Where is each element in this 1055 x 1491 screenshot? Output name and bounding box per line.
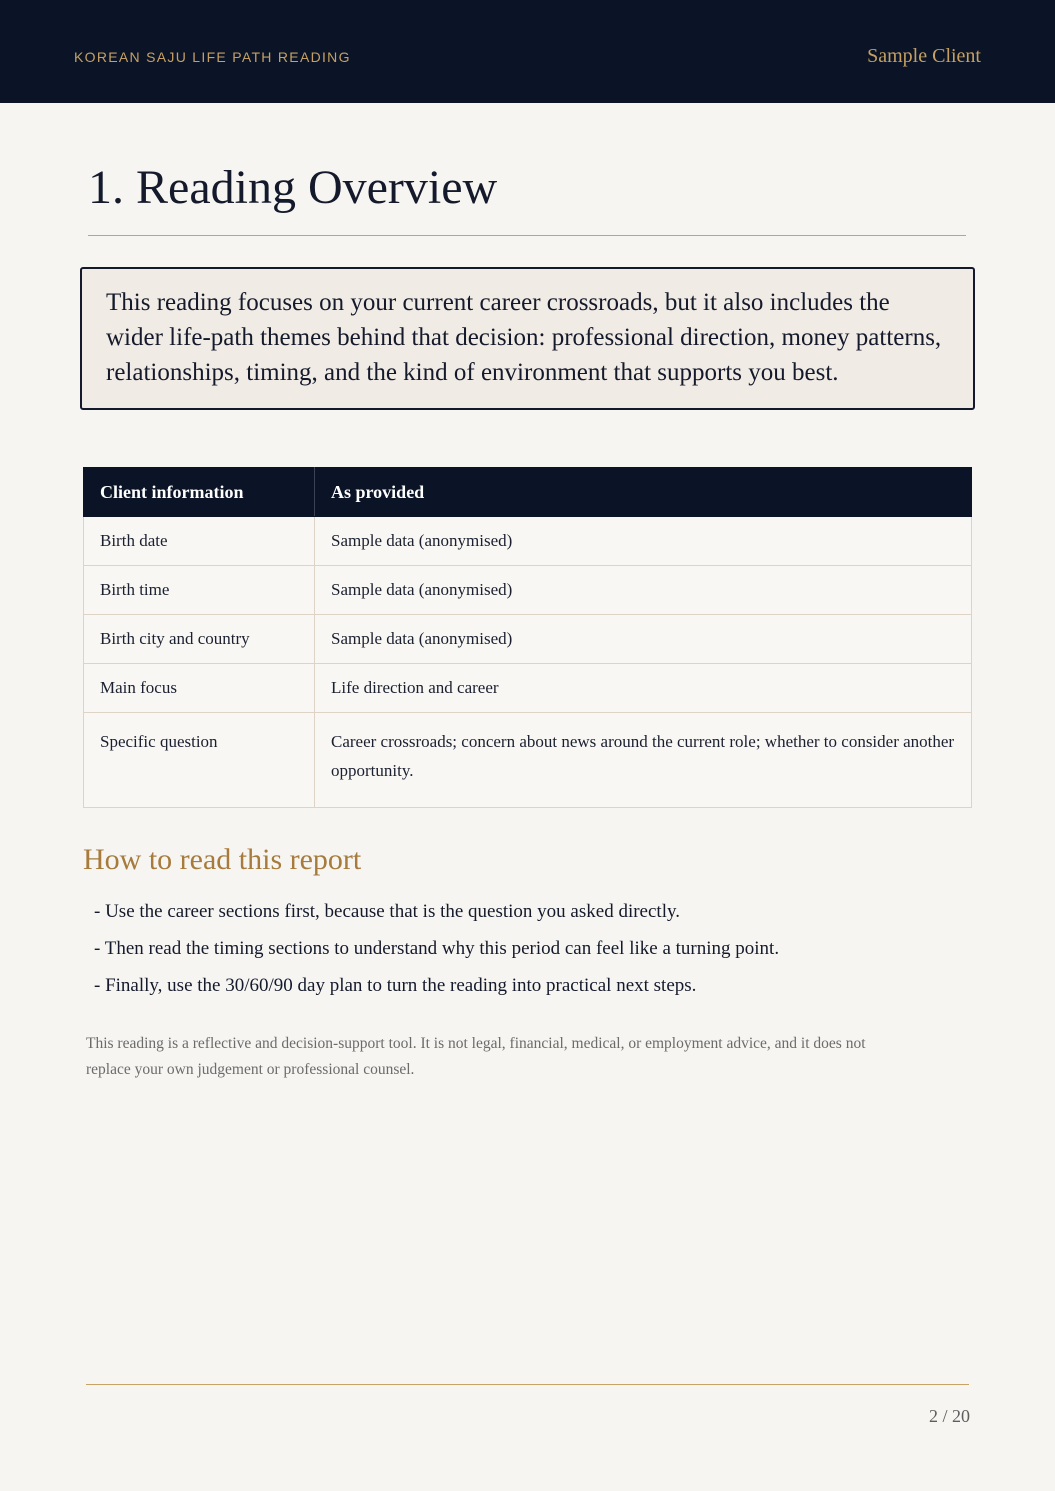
table-header-cell: As provided [315, 468, 972, 517]
table-row [84, 664, 972, 713]
report-title: KOREAN SAJU LIFE PATH READING [74, 49, 351, 65]
table-cell-label: Main focus [84, 664, 315, 713]
client-name: Sample Client [867, 45, 981, 67]
client-info-table [83, 467, 972, 808]
how-to-read-list [94, 898, 779, 1009]
table-header-cell: Client information [84, 468, 315, 517]
table-row [84, 713, 972, 808]
table-row [84, 566, 972, 615]
page-number: 2 / 20 [928, 1406, 970, 1426]
list-item: - Use the career sections first, because that is the question you asked directly. [94, 901, 680, 922]
intro-text: This reading focuses on your current career crossroads, but it also includes the wider life-path themes behind that decision: professional direction, money patterns, relationships, timing, and the kind of environment that supports you best. [106, 289, 942, 386]
page-title: 1. Reading Overview [88, 161, 498, 214]
table-cell-value: Sample data (anonymised) [315, 566, 972, 615]
page-header [0, 0, 1055, 103]
footer-divider [86, 1384, 969, 1385]
disclaimer-text: This reading is a reflective and decision-support tool. It is not legal, financial, medical, or employment advice, and it does not replace your own judgement or professional counsel. [86, 1035, 866, 1078]
table-cell-label: Birth date [84, 517, 315, 566]
table-cell-label: Specific question [84, 713, 315, 808]
table-cell-value: Sample data (anonymised) [315, 517, 972, 566]
list-item: - Then read the timing sections to understand why this period can feel like a turning point. [94, 938, 780, 959]
how-to-read-heading: How to read this report [83, 843, 362, 876]
table-row [84, 615, 972, 664]
intro-callout [80, 267, 975, 410]
table-cell-value: Life direction and career [315, 664, 972, 713]
table-cell-value: Career crossroads; concern about news around the current role; whether to consider another opportunity. [315, 713, 972, 808]
table-cell-value: Sample data (anonymised) [315, 615, 972, 664]
table-cell-label: Birth time [84, 566, 315, 615]
table-header-row [84, 468, 972, 517]
title-divider [88, 235, 966, 236]
table-cell-label: Birth city and country [84, 615, 315, 664]
list-item: - Finally, use the 30/60/90 day plan to turn the reading into practical next steps. [94, 975, 697, 996]
table-row [84, 517, 972, 566]
